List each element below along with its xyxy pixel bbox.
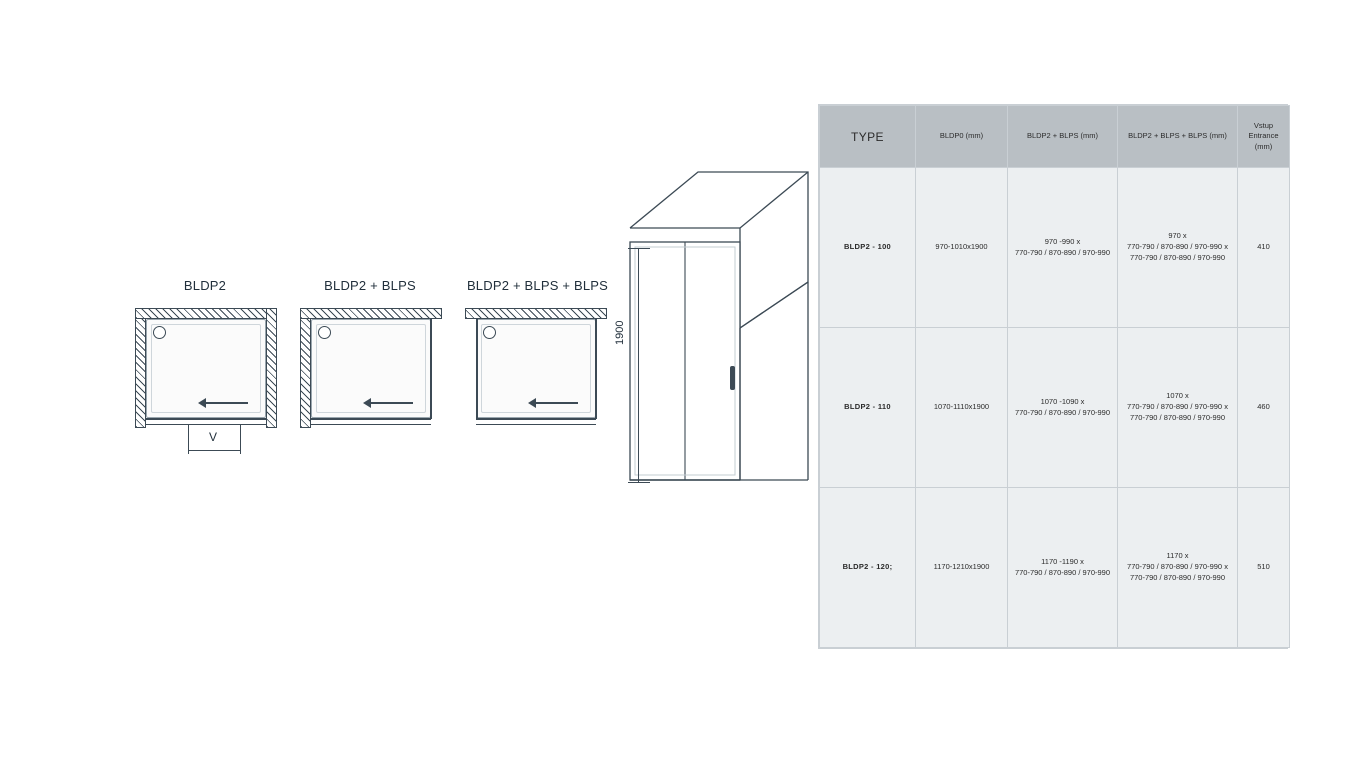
- wall-right: [266, 308, 277, 428]
- cell-bldp2-blps: [1008, 328, 1118, 488]
- wall-left: [135, 308, 146, 428]
- table-row: [820, 168, 1290, 328]
- cell-line-3: 770-790 / 870-890 / 970-990: [1129, 252, 1226, 262]
- cell-entrance: 410: [1238, 168, 1290, 328]
- side-panel-blps-left: [476, 319, 478, 419]
- cell-line-1: 1170 x: [1166, 551, 1189, 561]
- door-panel-line: [311, 418, 431, 420]
- table-row: [820, 328, 1290, 488]
- cell-entrance: 460: [1238, 328, 1290, 488]
- header-entrance-cs: Vstup: [1253, 121, 1274, 131]
- cell-line-1: 1170 -1190 x: [1041, 556, 1084, 566]
- cell-bldp0: 970-1010x1900: [916, 168, 1008, 328]
- dim-v-label: V: [209, 430, 218, 444]
- header-entrance: [1238, 106, 1290, 168]
- header-bldp2-blps: BLDP2 + BLPS (mm): [1008, 106, 1118, 168]
- door-track-line: [146, 424, 266, 425]
- side-panel-blps: [430, 319, 432, 419]
- door-direction-arrow: [198, 398, 248, 408]
- height-dimension-cap-top: [628, 248, 650, 249]
- specification-table: [818, 104, 1288, 649]
- door-panel-line: [476, 418, 596, 420]
- cell-line-1: 970 x: [1168, 231, 1187, 241]
- wall-left: [300, 308, 311, 428]
- dim-v-line: [188, 450, 240, 451]
- plan-bldp2-blps-blps-title: BLDP2 + BLPS + BLPS: [466, 278, 609, 293]
- door-track-line: [311, 424, 431, 425]
- cell-bldp2-blps: [1008, 488, 1118, 648]
- header-bldp0: BLDP0 (mm): [916, 106, 1008, 168]
- plan-bldp2-blps: [285, 278, 455, 478]
- cell-bldp2-blps-blps: [1118, 488, 1238, 648]
- cabin-3d-view: [612, 150, 812, 510]
- table-row: [820, 488, 1290, 648]
- wall-top: [300, 308, 442, 319]
- cell-line-3: 770-790 / 870-890 / 970-990: [1129, 412, 1226, 422]
- door-direction-arrow: [363, 398, 413, 408]
- table-header-row: [820, 106, 1290, 168]
- height-dimension-label: 1900: [614, 320, 626, 345]
- drain-icon: [483, 326, 496, 339]
- door-direction-arrow: [528, 398, 578, 408]
- side-panel-blps-right: [595, 319, 597, 419]
- wall-top: [465, 308, 607, 319]
- cell-line-2: 770-790 / 870-890 / 970-990: [1014, 407, 1111, 417]
- cell-line-1: 1070 -1090 x: [1040, 396, 1085, 406]
- door-panel-line: [146, 418, 266, 420]
- cabin-3d-svg: [612, 150, 812, 510]
- cell-type: BLDP2 - 110: [820, 328, 916, 488]
- cell-type: BLDP2 - 120;: [820, 488, 916, 648]
- cell-line-2: 770-790 / 870-890 / 970-990 x: [1127, 242, 1228, 252]
- cell-line-2: 770-790 / 870-890 / 970-990 x: [1127, 562, 1228, 572]
- cell-line-2: 770-790 / 870-890 / 970-990: [1014, 247, 1111, 257]
- header-entrance-en: Entrance: [1248, 131, 1279, 141]
- cell-bldp2-blps-blps: [1118, 328, 1238, 488]
- drain-icon: [153, 326, 166, 339]
- cell-line-2: 770-790 / 870-890 / 970-990 x: [1127, 402, 1228, 412]
- header-entrance-unit: (mm): [1254, 141, 1273, 151]
- cell-line-3: 770-790 / 870-890 / 970-990: [1129, 572, 1226, 582]
- cell-type: BLDP2 - 100: [820, 168, 916, 328]
- header-bldp2-blps-blps: BLDP2 + BLPS + BLPS (mm): [1118, 106, 1238, 168]
- cell-bldp0: 1070-1110x1900: [916, 328, 1008, 488]
- cell-bldp0: 1170-1210x1900: [916, 488, 1008, 648]
- cell-line-1: 970 -990 x: [1044, 236, 1081, 246]
- cell-bldp2-blps: [1008, 168, 1118, 328]
- plan-bldp2: [120, 278, 290, 478]
- header-type: TYPE: [820, 106, 916, 168]
- plan-bldp2-blps-title: BLDP2 + BLPS: [324, 278, 416, 293]
- cell-entrance: 510: [1238, 488, 1290, 648]
- height-dimension-cap-bottom: [628, 482, 650, 483]
- plan-bldp2-title: BLDP2: [183, 278, 227, 293]
- wall-top: [135, 308, 277, 319]
- height-dimension-line: [638, 248, 639, 482]
- plan-bldp2-blps-blps: [450, 278, 625, 478]
- drain-icon: [318, 326, 331, 339]
- dim-tick-right: [240, 424, 241, 454]
- cell-line-2: 770-790 / 870-890 / 970-990: [1014, 567, 1111, 577]
- door-track-line: [476, 424, 596, 425]
- cell-bldp2-blps-blps: [1118, 168, 1238, 328]
- cell-line-1: 1070 x: [1166, 391, 1189, 401]
